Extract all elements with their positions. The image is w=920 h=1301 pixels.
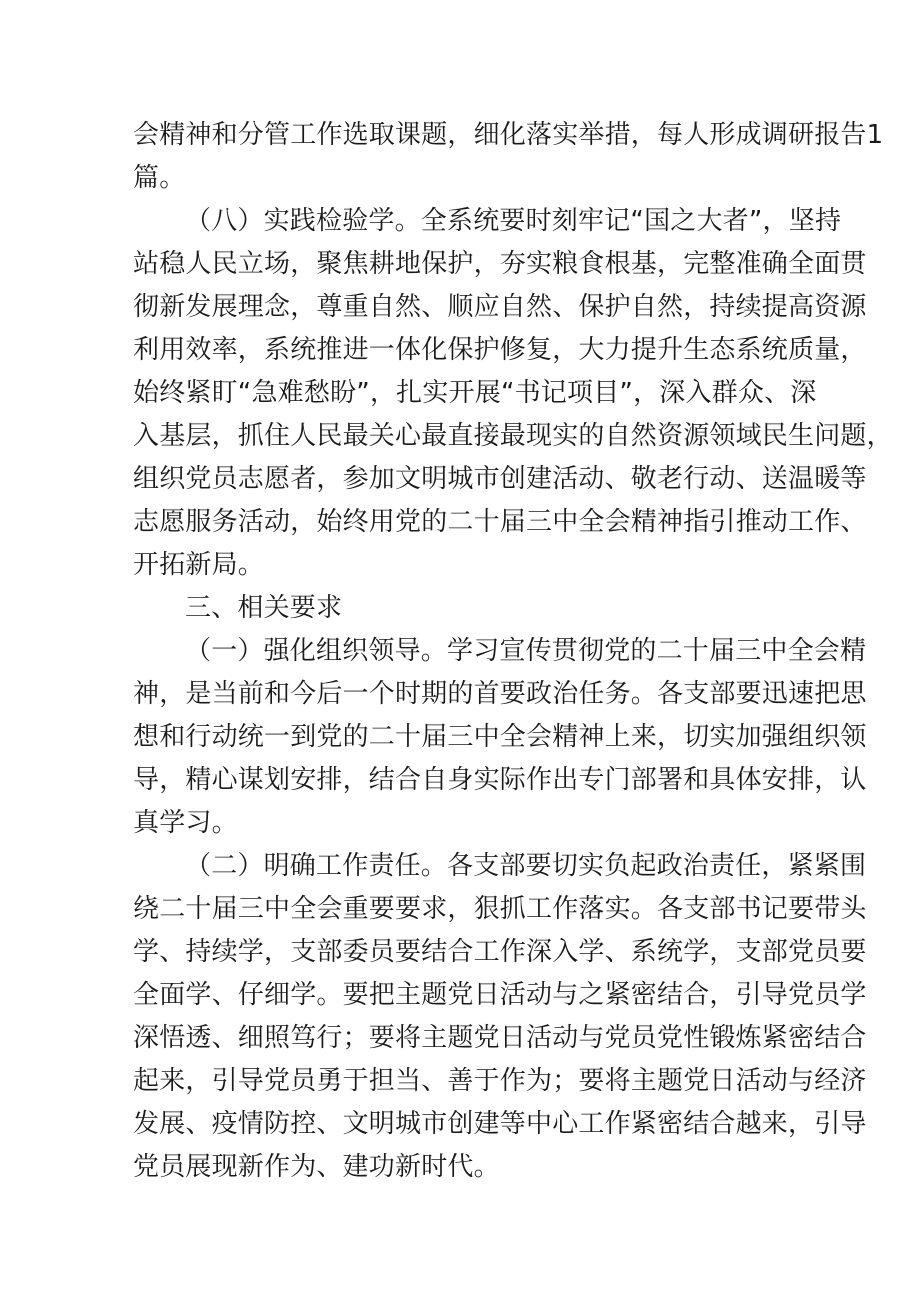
paragraph-line: 组织党员志愿者，参加文明城市创建活动、敬老行动、送温暖等 [133,464,867,494]
paragraph-line: 想和行动统一到党的二十届三中全会精神上来，切实加强组织领 [133,722,867,752]
paragraph-line: 志愿服务活动，始终用党的二十届三中全会精神指引推动工作、 [133,507,867,537]
paragraph-line: 站稳人民立场，聚焦耕地保护，夯实粮食根基，完整准确全面贯 [133,249,867,279]
paragraph-line: 真学习。 [133,808,238,838]
paragraph-line: 会精神和分管工作选取课题，细化落实举措，每人形成调研报告1 [133,120,884,150]
paragraph-line: 发展、疫情防控、文明城市创建等中心工作紧密结合越来，引导 [133,1109,867,1139]
paragraph-line: 入基层，抓住人民最关心最直接最现实的自然资源领域民生问题， [133,421,893,451]
paragraph-line: （一）强化组织领导。学习宣传贯彻党的二十届三中全会精 [185,636,867,666]
section-heading: 三、相关要求 [185,593,343,623]
paragraph-line: 篇。 [133,163,186,193]
paragraph-line: 绕二十届三中全会重要要求，狠抓工作落实。各支部书记要带头 [133,894,867,924]
paragraph-line: 神，是当前和今后一个时期的首要政治任务。各支部要迅速把思 [133,679,867,709]
paragraph-line: 党员展现新作为、建功新时代。 [133,1152,500,1182]
paragraph-line: 起来，引导党员勇于担当、善于作为；要将主题党日活动与经济 [133,1066,867,1096]
paragraph-line: 全面学、仔细学。要把主题党日活动与之紧密结合，引导党员学 [133,980,867,1010]
paragraph-line: 始终紧盯“急难愁盼”，扎实开展“书记项目”，深入群众、深 [133,378,817,408]
paragraph-line: 深悟透、细照笃行；要将主题党日活动与党员党性锻炼紧密结合 [133,1023,867,1053]
paragraph-line: 利用效率，系统推进一体化保护修复，大力提升生态系统质量， [133,335,867,365]
paragraph-line: 彻新发展理念，尊重自然、顺应自然、保护自然，持续提高资源 [133,292,867,322]
paragraph-line: 学、持续学，支部委员要结合工作深入学、系统学，支部党员要 [133,937,867,967]
paragraph-line: （二）明确工作责任。各支部要切实负起政治责任，紧紧围 [185,851,867,881]
paragraph-line: 导，精心谋划安排，结合自身实际作出专门部署和具体安排，认 [133,765,867,795]
paragraph-line: 开拓新局。 [133,550,265,580]
paragraph-line: （八）实践检验学。全系统要时刻牢记“国之大者”，坚持 [185,206,842,236]
